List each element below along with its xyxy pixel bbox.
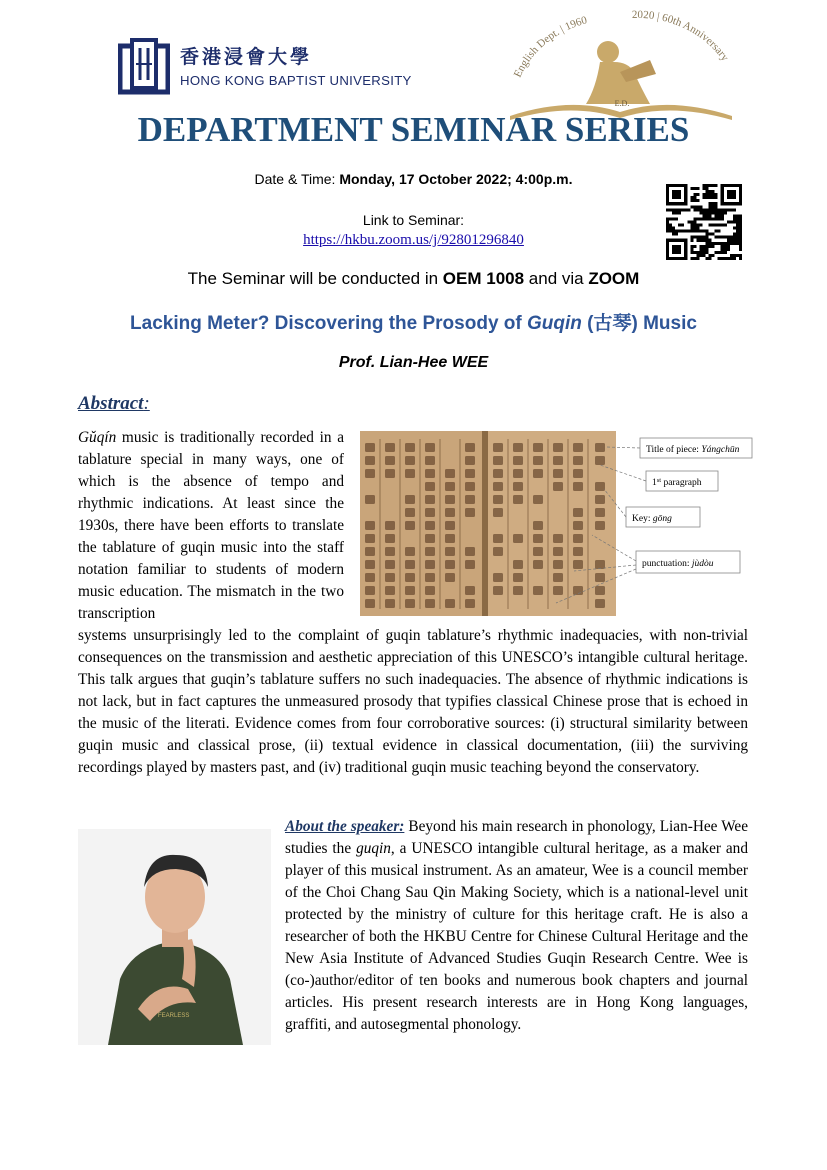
tablature-glyph	[385, 469, 395, 478]
tablature-glyph	[425, 547, 435, 556]
tablature-glyph	[493, 547, 503, 556]
tablature-glyph	[513, 534, 523, 543]
logo-name-english: HONG KONG BAPTIST UNIVERSITY	[180, 73, 412, 88]
abstract-wrapped-body: music is traditionally recorded in a tablature special in many ways, one of which is the absence of tempo and rhythmic indications. At least since the 1930s, there have been efforts to translate the tablature of guqin music into the staff notation familiar to students of modern music education. The mismatch in the two transcription	[78, 429, 344, 622]
tablature-glyph	[445, 547, 455, 556]
tablature-glyph	[365, 521, 375, 530]
tablature-glyph	[595, 521, 605, 530]
reading-figure-icon	[586, 41, 656, 104]
talk-title-italic: Guqin	[527, 313, 582, 334]
about-text-italic: guqin	[356, 840, 391, 857]
tablature-glyph	[445, 534, 455, 543]
tablature-glyph	[533, 469, 543, 478]
tablature-glyph	[553, 547, 563, 556]
tablature-glyph	[595, 482, 605, 491]
tablature-glyph	[533, 456, 543, 465]
tablature-glyph	[595, 456, 605, 465]
tablature-glyph	[533, 521, 543, 530]
svg-text:FEARLESS: FEARLESS	[158, 1013, 190, 1019]
tablature-glyph	[573, 456, 583, 465]
tablature-glyph	[513, 469, 523, 478]
talk-title-pre: Lacking Meter? Discovering the Prosody of	[130, 313, 527, 334]
svg-text:Title of piece: Yángchūn	[646, 444, 740, 455]
tablature-glyph	[445, 482, 455, 491]
callout-punct-label: punctuation:	[642, 559, 692, 569]
tablature-glyph	[405, 495, 415, 504]
tablature-glyph	[493, 534, 503, 543]
anniversary-arc-left: English Dept. | 1960	[511, 14, 589, 80]
callout-title-label: Title of piece:	[646, 445, 702, 455]
hkbu-crest-icon	[118, 38, 170, 96]
tablature-glyph	[553, 443, 563, 452]
svg-text:punctuation: jùdòu	[642, 559, 714, 569]
tablature-glyph	[385, 573, 395, 582]
svg-text:English Dept. | 1960	[512, 14, 589, 79]
tablature-glyph	[553, 586, 563, 595]
manuscript-page-left	[360, 431, 482, 616]
tablature-glyph	[425, 599, 435, 608]
tablature-glyph	[513, 586, 523, 595]
callout-punct-term: jùdòu	[691, 559, 714, 569]
tablature-glyph	[493, 495, 503, 504]
tablature-glyph	[573, 508, 583, 517]
tablature-glyph	[385, 534, 395, 543]
tablature-glyph	[533, 560, 543, 569]
tablature-glyph	[365, 456, 375, 465]
tablature-glyph	[493, 586, 503, 595]
tablature-glyph	[573, 586, 583, 595]
tablature-glyph	[595, 586, 605, 595]
callout-key-term: gōng	[652, 514, 672, 524]
venue-line	[0, 269, 827, 289]
anniversary-badge	[500, 8, 740, 126]
tablature-glyph	[533, 443, 543, 452]
venue-mid: and via	[524, 269, 589, 288]
speaker-photo	[78, 829, 271, 1045]
tablature-glyph	[553, 456, 563, 465]
callout-key-label: Key:	[632, 514, 653, 524]
tablature-glyph	[553, 534, 563, 543]
tablature-glyph	[573, 443, 583, 452]
tablature-glyph	[573, 560, 583, 569]
seminar-link-label: Link to Seminar:	[362, 212, 465, 228]
tablature-glyph	[425, 456, 435, 465]
venue-platform: ZOOM	[588, 269, 640, 288]
abstract-heading-text: Abstract	[78, 393, 144, 414]
tablature-glyph	[385, 456, 395, 465]
callout-para-label: 1	[652, 478, 657, 488]
tablature-glyph	[365, 469, 375, 478]
tablature-glyph	[493, 469, 503, 478]
tablature-glyph	[365, 599, 375, 608]
tablature-glyph	[595, 573, 605, 582]
callout-title-term: Yángchūn	[701, 445, 740, 455]
tablature-glyph	[405, 508, 415, 517]
university-logo[interactable]	[118, 38, 412, 98]
venue-prefix: The Seminar will be conducted in	[187, 269, 443, 288]
tablature-glyph	[465, 599, 475, 608]
tablature-glyph	[385, 560, 395, 569]
tablature-glyph	[595, 443, 605, 452]
tablature-glyph	[425, 469, 435, 478]
tablature-glyph	[445, 599, 455, 608]
tablature-glyph	[573, 534, 583, 543]
tablature-glyph	[465, 560, 475, 569]
svg-text:2020 | 60th Anniversary	[632, 9, 731, 64]
tablature-glyph	[425, 508, 435, 517]
tablature-glyph	[425, 521, 435, 530]
page-title: DEPARTMENT SEMINAR SERIES	[137, 110, 690, 149]
tablature-glyph	[365, 586, 375, 595]
tablature-glyph	[553, 469, 563, 478]
tablature-glyph	[445, 469, 455, 478]
tablature-glyph	[405, 586, 415, 595]
tablature-glyph	[493, 508, 503, 517]
tablature-glyph	[385, 547, 395, 556]
tablature-glyph	[533, 534, 543, 543]
tablature-glyph	[405, 547, 415, 556]
tablature-glyph	[513, 482, 523, 491]
abstract-text-wrapped	[78, 427, 344, 625]
tablature-glyph	[385, 443, 395, 452]
tablature-glyph	[513, 573, 523, 582]
tablature-glyph	[465, 495, 475, 504]
tablature-glyph	[405, 599, 415, 608]
tablature-glyph	[573, 521, 583, 530]
tablature-glyph	[445, 508, 455, 517]
tablature-glyph	[553, 573, 563, 582]
tablature-glyph	[465, 456, 475, 465]
tablature-glyph	[365, 495, 375, 504]
tablature-glyph	[513, 495, 523, 504]
tablature-glyph	[465, 443, 475, 452]
svg-text:Key: gōng	[632, 514, 672, 524]
tablature-glyph	[445, 521, 455, 530]
tablature-glyph	[365, 534, 375, 543]
callout-para-term: paragraph	[661, 478, 702, 488]
tablature-glyph	[465, 469, 475, 478]
tablature-glyph	[405, 443, 415, 452]
tablature-glyph	[365, 560, 375, 569]
tablature-glyph	[385, 599, 395, 608]
tablature-glyph	[425, 573, 435, 582]
tablature-glyph	[513, 560, 523, 569]
about-text-1: Beyond his main research in phonology, Lian-Hee Wee studies the	[285, 818, 749, 857]
tablature-glyph	[513, 456, 523, 465]
logo-name-chinese: 香港浸會大學	[180, 46, 313, 68]
tablature-glyph	[595, 495, 605, 504]
tablature-glyph	[425, 443, 435, 452]
tablature-glyph	[513, 443, 523, 452]
tablature-glyph	[595, 560, 605, 569]
tablature-glyph	[425, 482, 435, 491]
tablature-glyph	[365, 443, 375, 452]
tablature-glyph	[493, 443, 503, 452]
about-text-2: , a UNESCO intangible cultural heritage, as a maker and player of this musical instrument. As an amateur, Wee is a council member of the Choi Chang Sau Qin Making Society, which is a national-level unit protected by the ministry of culture for this heritage craft. He is also a researcher of both the HKBU Centre for Chinese Cultural Heritage and the New Asia Institute of Advanced Studies Guqin Research Centre. Wee is (co-)author/editor of ten books and numerous book chapters and journal articles. His present research interests are in Hong Kong languages, graffiti, and autosegmental phonology.	[285, 840, 748, 1033]
tablature-glyph	[405, 456, 415, 465]
anniversary-initials: E.D.	[614, 99, 630, 108]
tablature-glyph	[365, 573, 375, 582]
tablature-glyph	[465, 547, 475, 556]
tablature-glyph	[425, 586, 435, 595]
tablature-glyph	[445, 495, 455, 504]
tablature-glyph	[533, 586, 543, 595]
tablature-glyph	[385, 586, 395, 595]
tablature-glyph	[365, 547, 375, 556]
venue-room: OEM 1008	[442, 269, 525, 288]
datetime-label: Date & Time:	[254, 171, 340, 187]
talk-title	[0, 308, 827, 335]
tablature-glyph	[595, 508, 605, 517]
tablature-glyph	[465, 586, 475, 595]
tablature-glyph	[493, 573, 503, 582]
tablature-glyph	[533, 547, 543, 556]
abstract-text-full: systems unsurprisingly led to the complaint of guqin tablature’s rhythmic inadequacies, with non-trivial consequences on the transmission and aesthetic appreciation of this UNESCO’s intangible cultural heritage. This talk argues that guqin’s tablature suffers no such inadequacies. The absence of rhythmic indications is not lack, but in fact captures the unmeasured prosody that typifies classical Chinese prose that is echoed in the music of the literati. Evidence comes from four corroborative sources: (i) structural similarity between guqin music and classical prose, (ii) textual evidence in classical documentation, (iii) the surviving recordings played by masters past, and (iv) traditional guqin music teaching beyond the conservatory.	[78, 627, 748, 776]
tablature-glyph	[595, 599, 605, 608]
tablature-glyph	[405, 573, 415, 582]
talk-title-post: (古琴) Music	[581, 313, 697, 334]
about-heading: About the speaker:	[285, 818, 405, 835]
abstract-lead: Gǔqín	[78, 429, 117, 446]
guqin-tablature-figure	[360, 431, 755, 616]
qr-code-icon[interactable]	[666, 184, 742, 260]
tablature-glyph	[405, 560, 415, 569]
about-speaker	[285, 816, 748, 1036]
tablature-glyph	[465, 482, 475, 491]
tablature-glyph	[405, 469, 415, 478]
tablature-glyph	[445, 573, 455, 582]
tablature-glyph	[425, 495, 435, 504]
tablature-glyph	[425, 560, 435, 569]
tablature-glyph	[425, 534, 435, 543]
callout-para-sup: st	[656, 477, 662, 484]
tablature-glyph	[533, 495, 543, 504]
tablature-glyph	[405, 521, 415, 530]
tablature-glyph	[553, 482, 563, 491]
tablature-glyph	[573, 482, 583, 491]
tablature-glyph	[573, 469, 583, 478]
tablature-glyph	[553, 560, 563, 569]
tablature-glyph	[493, 456, 503, 465]
callout-boxes	[626, 438, 752, 573]
abstract-heading-colon: :	[143, 393, 150, 414]
tablature-glyph	[493, 482, 503, 491]
abstract-heading	[78, 393, 150, 415]
tablature-glyph	[385, 521, 395, 530]
datetime-value: Monday, 17 October 2022; 4:00p.m.	[339, 171, 573, 187]
tablature-glyph	[445, 560, 455, 569]
tablature-glyph	[465, 508, 475, 517]
speaker-name: Prof. Lian-Hee WEE	[338, 354, 489, 371]
anniversary-arc-right: 2020 | 60th Anniversary	[631, 8, 731, 64]
zoom-link[interactable]: https://hkbu.zoom.us/j/92801296840	[303, 232, 524, 248]
tablature-glyph	[573, 547, 583, 556]
